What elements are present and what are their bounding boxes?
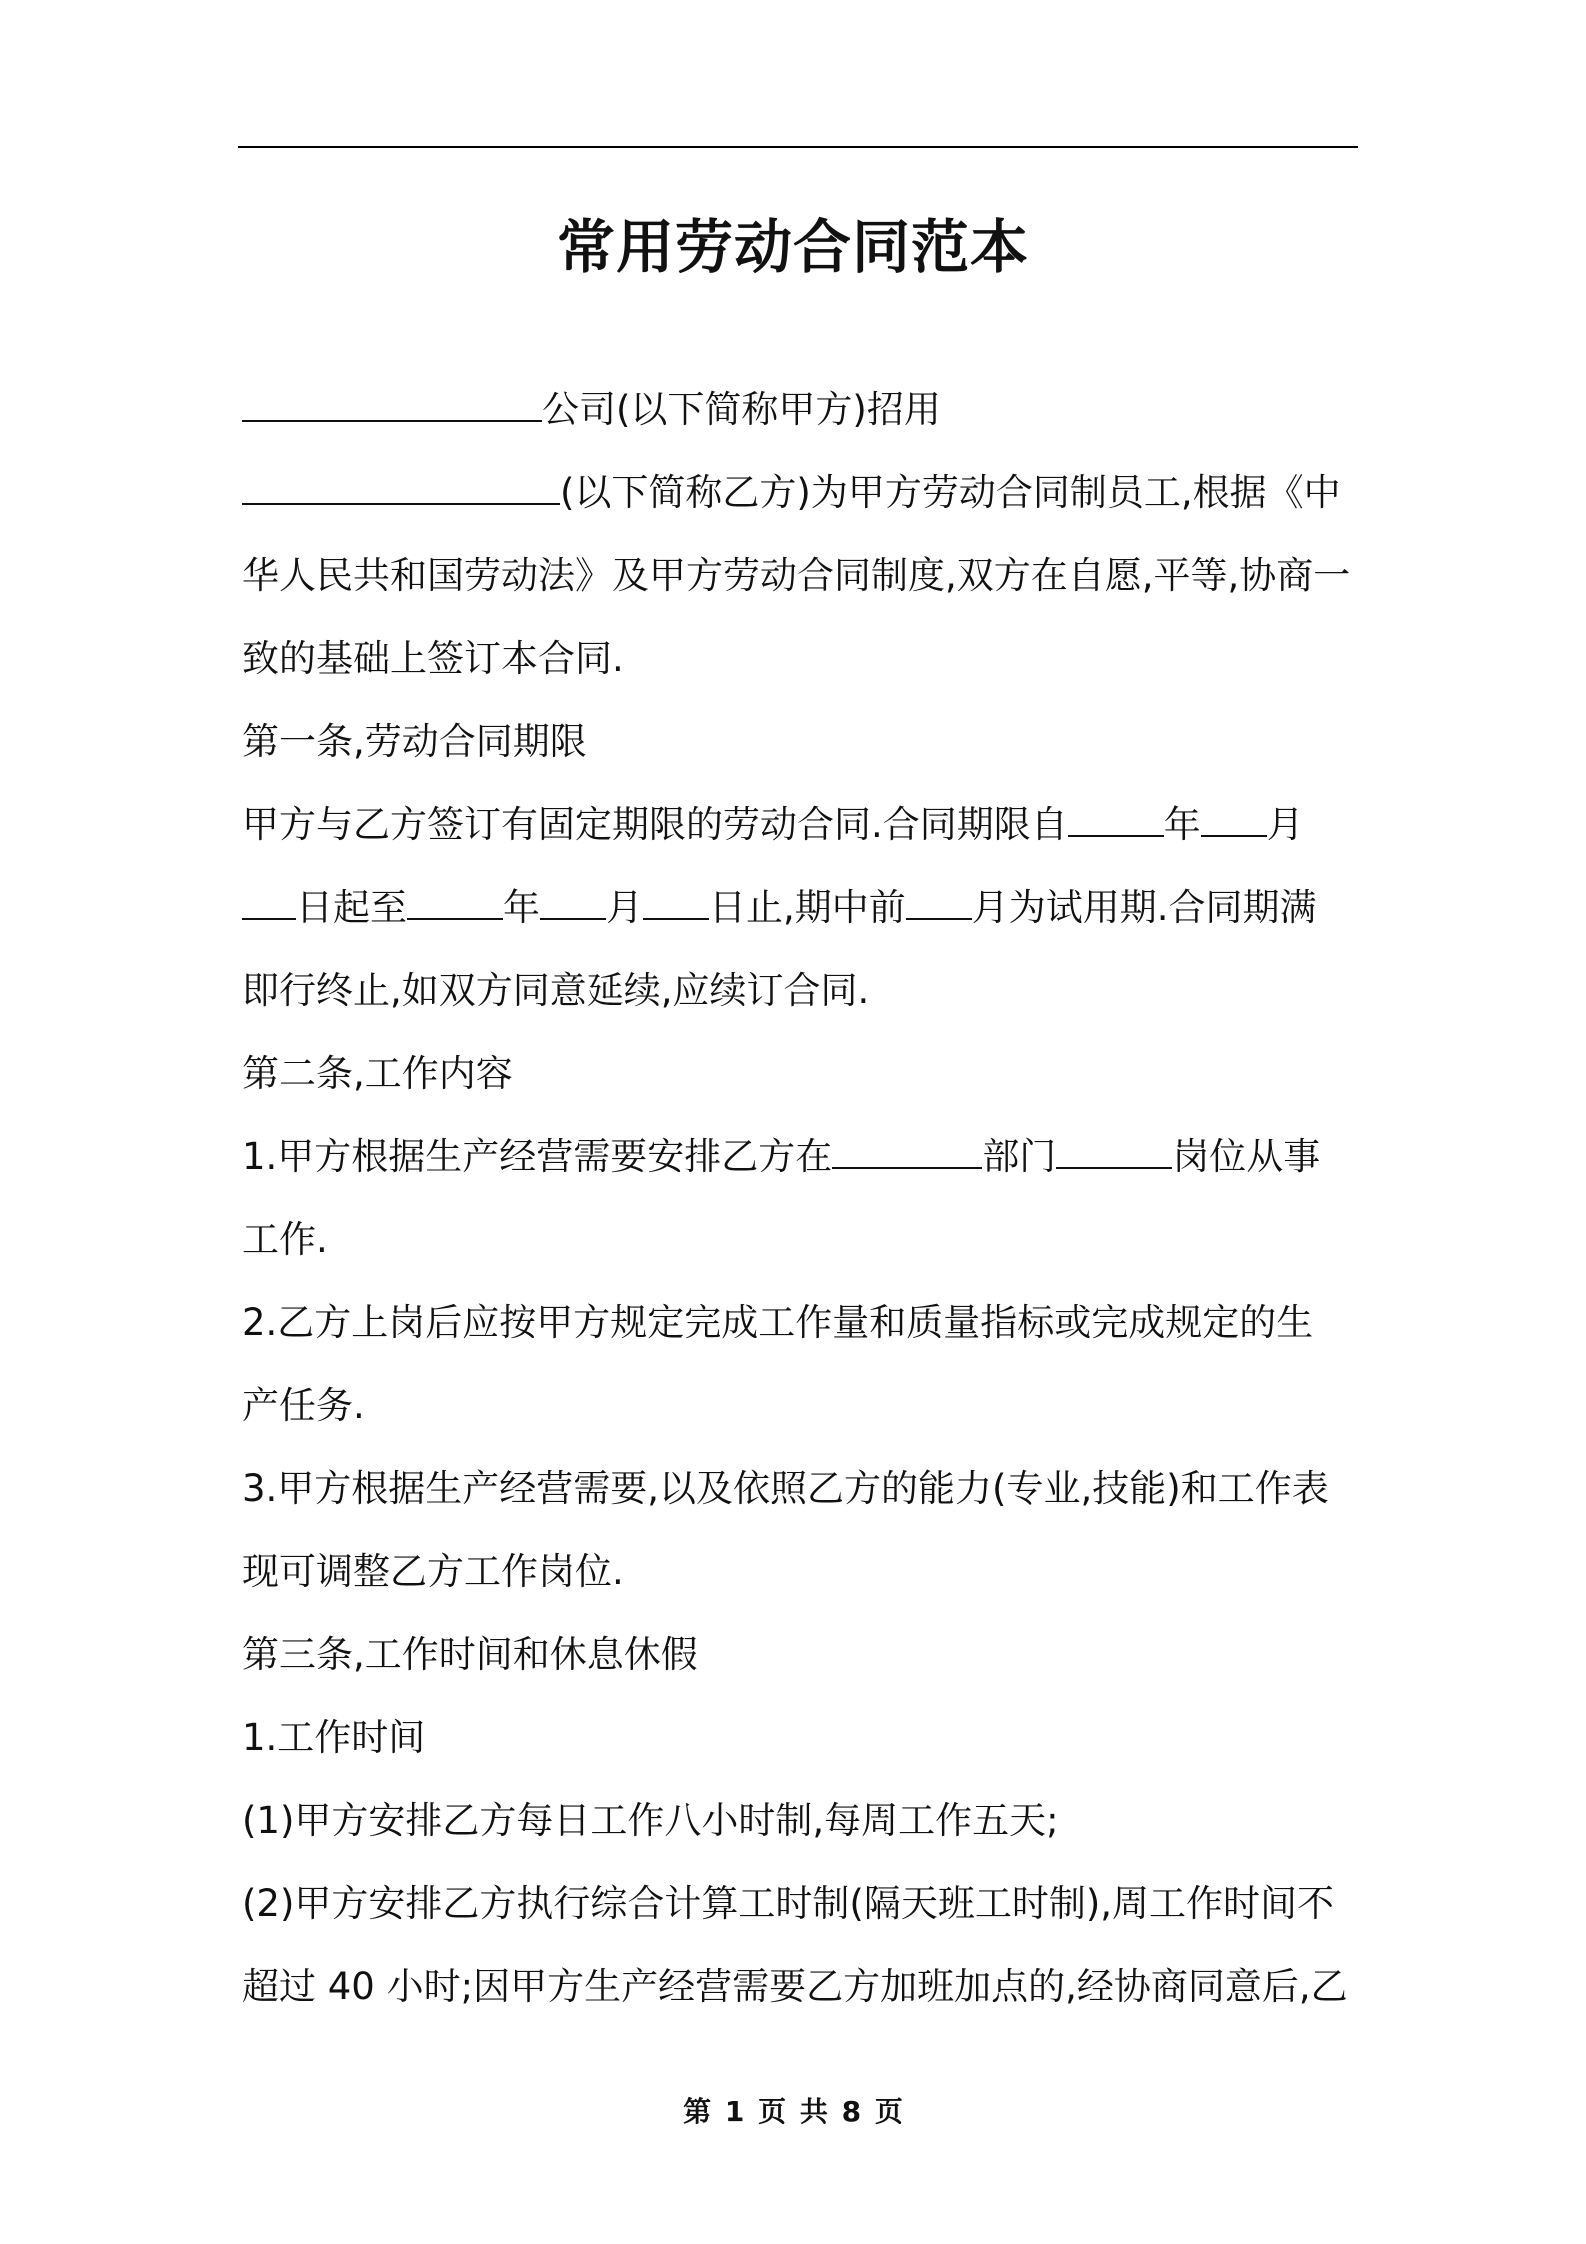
article-3-heading: 第三条,工作时间和休息休假 xyxy=(242,1633,698,1676)
article-2-item-3-cont: 现可调整乙方工作岗位. xyxy=(242,1550,624,1593)
article-1-heading: 第一条,劳动合同期限 xyxy=(242,720,587,763)
article-3-p1: (1)甲方安排乙方每日工作八小时制,每周工作五天; xyxy=(242,1799,1059,1842)
document-title: 常用劳动合同范本 xyxy=(556,213,1029,281)
end-year-blank[interactable] xyxy=(407,878,503,920)
article-2-item-1: 1.甲方根据生产经营需要安排乙方在 部门 岗位从事 xyxy=(242,1115,1360,1198)
employee-name-blank[interactable] xyxy=(242,463,560,505)
position-blank[interactable] xyxy=(1056,1127,1172,1169)
article-3-sub-1: 1.工作时间 xyxy=(242,1716,426,1759)
article-2-item-1-cont: 工作. xyxy=(242,1218,328,1261)
department-blank[interactable] xyxy=(832,1127,982,1169)
header-rule xyxy=(238,146,1358,148)
intro-line-1: 公司(以下简称甲方)招用 xyxy=(242,368,1360,451)
article-1-line-1: 甲方与乙方签订有固定期限的劳动合同.合同期限自 年 月 xyxy=(242,783,1360,866)
intro-line-3: 华人民共和国劳动法》及甲方劳动合同制度,双方在自愿,平等,协商一 xyxy=(242,554,1351,597)
start-month-blank[interactable] xyxy=(1201,795,1267,837)
article-1-line-3: 即行终止,如双方同意延续,应续订合同. xyxy=(242,969,870,1012)
article-3-p2-cont: 超过 40 小时;因甲方生产经营需要乙方加班加点的,经协商同意后,乙 xyxy=(242,1965,1348,2008)
intro-line-4: 致的基础上签订本合同. xyxy=(242,637,624,680)
page-footer: 第 1 页 共 8 页 xyxy=(683,2095,903,2128)
intro-line-2: (以下简称乙方)为甲方劳动合同制员工,根据《中 xyxy=(242,451,1360,534)
article-2-item-2: 2.乙方上岗后应按甲方规定完成工作量和质量指标或完成规定的生 xyxy=(242,1301,1314,1344)
article-2-item-3: 3.甲方根据生产经营需要,以及依照乙方的能力(专业,技能)和工作表 xyxy=(242,1467,1329,1510)
end-month-blank[interactable] xyxy=(540,878,606,920)
article-2-item-2-cont: 产任务. xyxy=(242,1384,365,1427)
article-1-line-2: 日起至 年 月 日止,期中前 月为试用期.合同期满 xyxy=(242,866,1360,949)
start-day-blank[interactable] xyxy=(242,878,296,920)
article-3-p2: (2)甲方安排乙方执行综合计算工时制(隔天班工时制),周工作时间不 xyxy=(242,1882,1335,1925)
probation-months-blank[interactable] xyxy=(906,878,972,920)
company-name-blank[interactable] xyxy=(242,380,542,422)
end-day-blank[interactable] xyxy=(643,878,709,920)
contract-body xyxy=(242,368,1360,2028)
start-year-blank[interactable] xyxy=(1068,795,1164,837)
article-2-heading: 第二条,工作内容 xyxy=(242,1052,513,1095)
